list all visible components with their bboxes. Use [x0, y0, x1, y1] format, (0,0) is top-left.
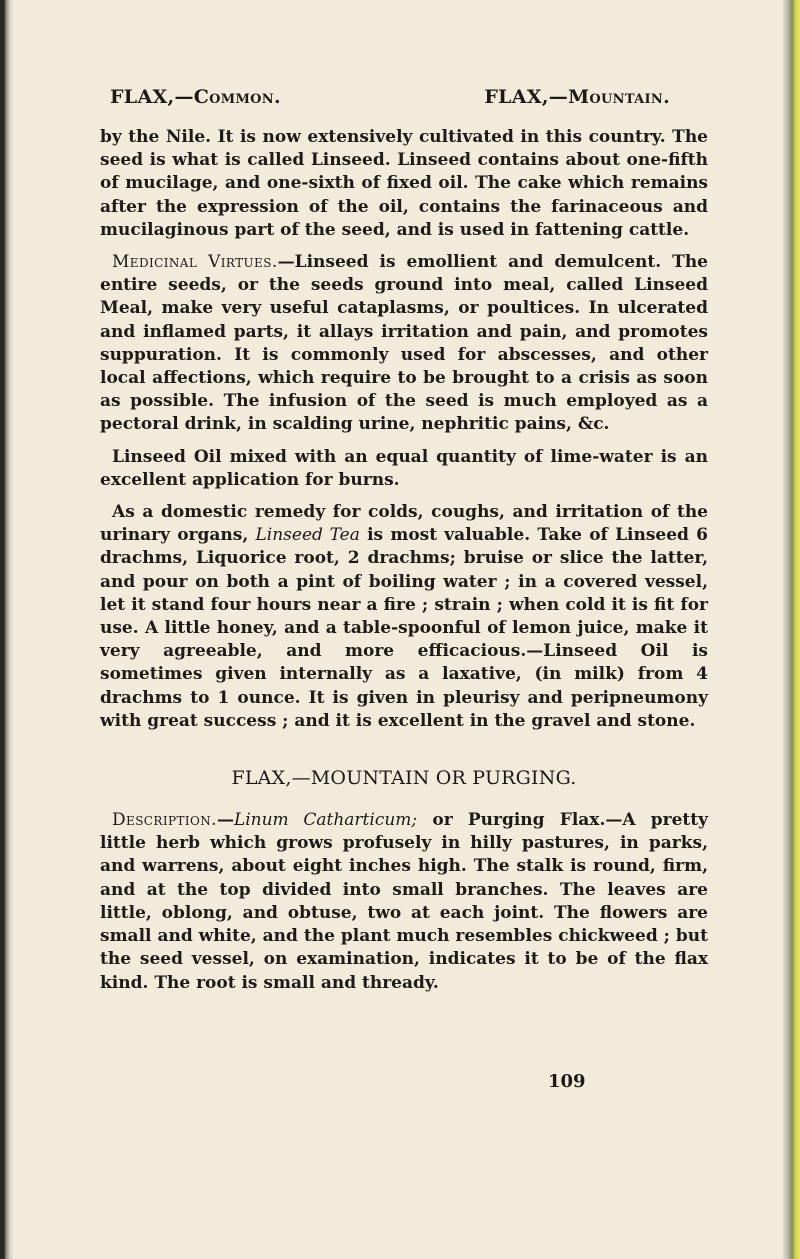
- paragraph-description: Description.—Linum Catharticum; or Purging Flax.—A pretty little herb which grows profusely in hilly pastures, in parks, and warrens, about eight inches high. The stalk is round, firm, and at the top divided into small branches. The leaves are little, oblong, and obtuse, two at each joint. The flowers are small and white, and the plant much resembles chickweed ; but the seed vessel, on examination, indicates it to be of the flax kind. The root is small and thready.: [100, 810, 708, 993]
- linseed-tea-term: Linseed Tea: [255, 525, 360, 546]
- page-fore-edge: [782, 0, 800, 1259]
- paragraph-medicinal-virtues: Medicinal Virtues.—Linseed is emollient and demulcent. The entire seeds, or the seeds ground into meal, called Linseed Meal, make very useful cataplasms, or poultices. In ulcerated and inflamed parts, it allays irritation and pain, and promotes suppuration. It is commonly used for abscesses, and other local affections, which require to be brought to a crisis as soon as possible. The infusion of the seed is much employed as a pectoral drink, in scalding urine, nephritic pains, &c.: [100, 252, 709, 435]
- running-head-right: FLAX,—Mountain.: [484, 86, 670, 108]
- running-head: [100, 86, 708, 108]
- book-page: [100, 86, 708, 1004]
- paragraph-domestic-remedy: As a domestic remedy for colds, coughs, and irritation of the urinary organs, Linseed Tea is most valuable. Take of Linseed 6 drachms, Liquorice root, 2 drachms; bruise or slice the latter, and pour on both a pint of boiling water ; in a covered vessel, let it stand four hours near a fire ; strain ; when cold it is fit for use. A little honey, and a table-spoonful of lemon juice, make it very agreeable, and more efficacious.—Linseed Oil is sometimes given internally as a laxative, (in milk) from 4 drachms to 1 ounce. It is given in pleurisy and peripneumony with great success ; and it is excellent in the gravel and stone.: [100, 502, 708, 731]
- paragraph-linseed-intro: by the Nile. It is now extensively cultivated in this country. The seed is what is called Linseed. Linseed contains about one-fifth of mucilage, and one-sixth of fixed oil. The cake which remains after the expression of the oil, contains the farinaceous and mucilaginous part of the seed, and is used in fattening cattle.: [100, 127, 708, 240]
- page-binding-edge: [0, 0, 14, 1259]
- running-head-left: FLAX,—Common.: [110, 86, 281, 108]
- section-heading: FLAX,—MOUNTAIN OR PURGING.: [231, 767, 577, 790]
- medicinal-virtues-lead: Medicinal Virtues.: [112, 252, 278, 273]
- latin-name: Linum Catharticum;: [233, 810, 418, 831]
- description-lead: Description.: [112, 810, 217, 831]
- page-number: 109: [548, 1071, 586, 1092]
- paragraph-linseed-oil: Linseed Oil mixed with an equal quantity of lime-water is an excellent application for burns.: [100, 446, 708, 490]
